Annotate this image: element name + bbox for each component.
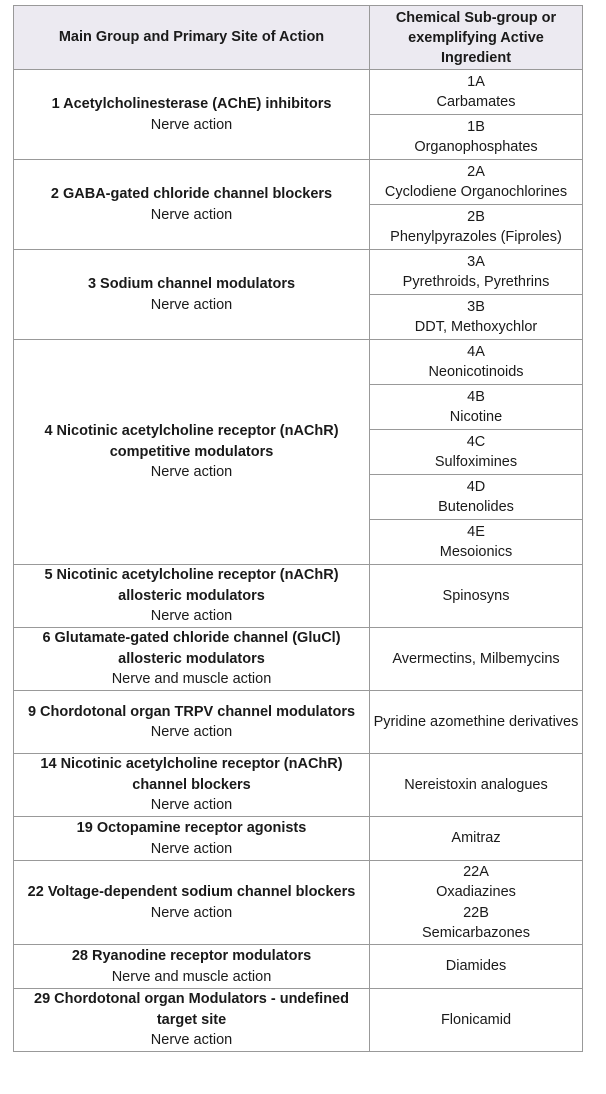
main-group-cell bbox=[14, 250, 370, 340]
subgroup-cell bbox=[370, 160, 583, 205]
subgroup-cell bbox=[370, 385, 583, 430]
site-of-action: Nerve action bbox=[150, 904, 233, 921]
irac-moa-table bbox=[13, 5, 583, 1052]
subgroup-name: Nicotine bbox=[449, 409, 503, 425]
subgroup-cell bbox=[370, 70, 583, 115]
group-name: 3 Sodium channel modulators bbox=[87, 276, 296, 292]
table-row bbox=[14, 691, 583, 754]
site-of-action: Nerve action bbox=[150, 724, 233, 740]
site-of-action: Nerve action bbox=[150, 464, 233, 481]
group-name: 1 Acetylcholinesterase (AChE) inhibitors bbox=[51, 96, 332, 112]
ingredient-cell: Spinosyns bbox=[370, 565, 583, 628]
main-group-cell bbox=[14, 70, 370, 160]
table-row bbox=[14, 754, 583, 817]
group-name: 5 Nicotinic acetylcholine receptor (nAChR) allosteric modulators bbox=[44, 567, 339, 604]
table-row bbox=[14, 989, 583, 1052]
main-group-cell bbox=[14, 565, 370, 628]
subgroup-name: Neonicotinoids bbox=[428, 364, 524, 380]
group-name: 4 Nicotinic acetylcholine receptor (nAChR) competitive modulators bbox=[44, 423, 339, 460]
subgroup-name: DDT, Methoxychlor bbox=[414, 319, 538, 335]
subgroup-cell bbox=[370, 295, 583, 340]
table-row bbox=[14, 565, 583, 628]
group-name: 2 GABA-gated chloride channel blockers bbox=[50, 186, 333, 202]
group-name: 22 Voltage-dependent sodium channel blockers bbox=[27, 884, 356, 900]
subgroup-name: Mesoionics bbox=[439, 544, 513, 560]
site-of-action: Nerve action bbox=[150, 206, 233, 223]
subgroup-code: 3A bbox=[467, 253, 485, 270]
subgroup-code: 4D bbox=[466, 478, 486, 495]
main-group-cell bbox=[14, 861, 370, 945]
group-name: 28 Ryanodine receptor modulators bbox=[71, 948, 312, 964]
subgroup-code: 4E bbox=[467, 523, 485, 540]
subgroup-code: 22B bbox=[463, 904, 489, 921]
subgroup-cell bbox=[370, 430, 583, 475]
subgroup-code: 4A bbox=[467, 343, 485, 360]
subgroup-cell bbox=[370, 340, 583, 385]
subgroup-code: 3B bbox=[467, 298, 485, 315]
table-row bbox=[14, 340, 583, 385]
subgroup-code: 2B bbox=[467, 208, 485, 225]
main-group-cell bbox=[14, 754, 370, 817]
ingredient-cell: Avermectins, Milbemycins bbox=[370, 628, 583, 691]
site-of-action: Nerve action bbox=[150, 116, 233, 133]
ingredient-cell: Flonicamid bbox=[370, 989, 583, 1052]
subgroup-name: Phenylpyrazoles (Fiproles) bbox=[390, 229, 562, 245]
subgroup-name: Carbamates bbox=[436, 94, 516, 110]
table-row bbox=[14, 160, 583, 205]
subgroup-name: Butenolides bbox=[438, 499, 514, 515]
header-main-group: Main Group and Primary Site of Action bbox=[14, 6, 370, 70]
group-name: 19 Octopamine receptor agonists bbox=[76, 820, 307, 836]
site-of-action: Nerve action bbox=[150, 296, 233, 313]
subgroup-cell bbox=[370, 250, 583, 295]
subgroup-cell bbox=[370, 115, 583, 160]
site-of-action: Nerve action bbox=[150, 797, 233, 814]
main-group-cell bbox=[14, 340, 370, 565]
subgroup-name: Cyclodiene Organochlorines bbox=[384, 184, 568, 200]
main-group-cell bbox=[14, 160, 370, 250]
site-of-action: Nerve action bbox=[150, 608, 233, 625]
table-row bbox=[14, 628, 583, 691]
subgroup-name: Sulfoximines bbox=[434, 454, 518, 470]
table-row bbox=[14, 817, 583, 861]
subgroup-code: 1B bbox=[467, 118, 485, 135]
table-row bbox=[14, 250, 583, 295]
site-of-action: Nerve and muscle action bbox=[111, 968, 272, 985]
main-group-cell bbox=[14, 691, 370, 754]
subgroup-code: 4B bbox=[467, 388, 485, 405]
group-name: 14 Nicotinic acetylcholine receptor (nAChR) channel blockers bbox=[40, 756, 343, 793]
ingredient-cell: Amitraz bbox=[370, 817, 583, 861]
subgroup-cell bbox=[370, 205, 583, 250]
subgroup-code: 2A bbox=[467, 163, 485, 180]
table-row bbox=[14, 945, 583, 989]
main-group-cell bbox=[14, 945, 370, 989]
subgroup-cell bbox=[370, 520, 583, 565]
main-group-cell bbox=[14, 989, 370, 1052]
table-row bbox=[14, 861, 583, 945]
ingredient-cell: Diamides bbox=[370, 945, 583, 989]
header-row bbox=[14, 6, 583, 70]
group-name: 29 Chordotonal organ Modulators - undefined target site bbox=[34, 991, 349, 1028]
site-of-action: Nerve action bbox=[150, 840, 233, 857]
subgroup-cell bbox=[370, 475, 583, 520]
subgroup-name: Organophosphates bbox=[414, 139, 538, 155]
group-name: 6 Glutamate-gated chloride channel (GluCl) allosteric modulators bbox=[42, 630, 341, 667]
group-name: 9 Chordotonal organ TRPV channel modulators bbox=[27, 703, 356, 720]
subgroup-code: 1A bbox=[467, 73, 485, 90]
subgroup-code: 4C bbox=[466, 433, 486, 450]
site-of-action: Nerve action bbox=[150, 1032, 233, 1049]
ingredient-cell bbox=[370, 861, 583, 945]
main-group-cell bbox=[14, 628, 370, 691]
subgroup-name: Pyrethroids, Pyrethrins bbox=[402, 274, 550, 290]
ingredient-cell: Nereistoxin analogues bbox=[370, 754, 583, 817]
subgroup-code: 22A bbox=[463, 863, 489, 880]
main-group-cell bbox=[14, 817, 370, 861]
ingredient-cell: Pyridine azomethine derivatives bbox=[370, 691, 583, 754]
subgroup-name: Oxadiazines bbox=[436, 884, 516, 900]
table-row bbox=[14, 70, 583, 115]
subgroup-name: Semicarbazones bbox=[422, 925, 530, 941]
site-of-action: Nerve and muscle action bbox=[111, 671, 272, 688]
header-sub-group: Chemical Sub-group or exemplifying Active Ingredient bbox=[370, 6, 583, 70]
